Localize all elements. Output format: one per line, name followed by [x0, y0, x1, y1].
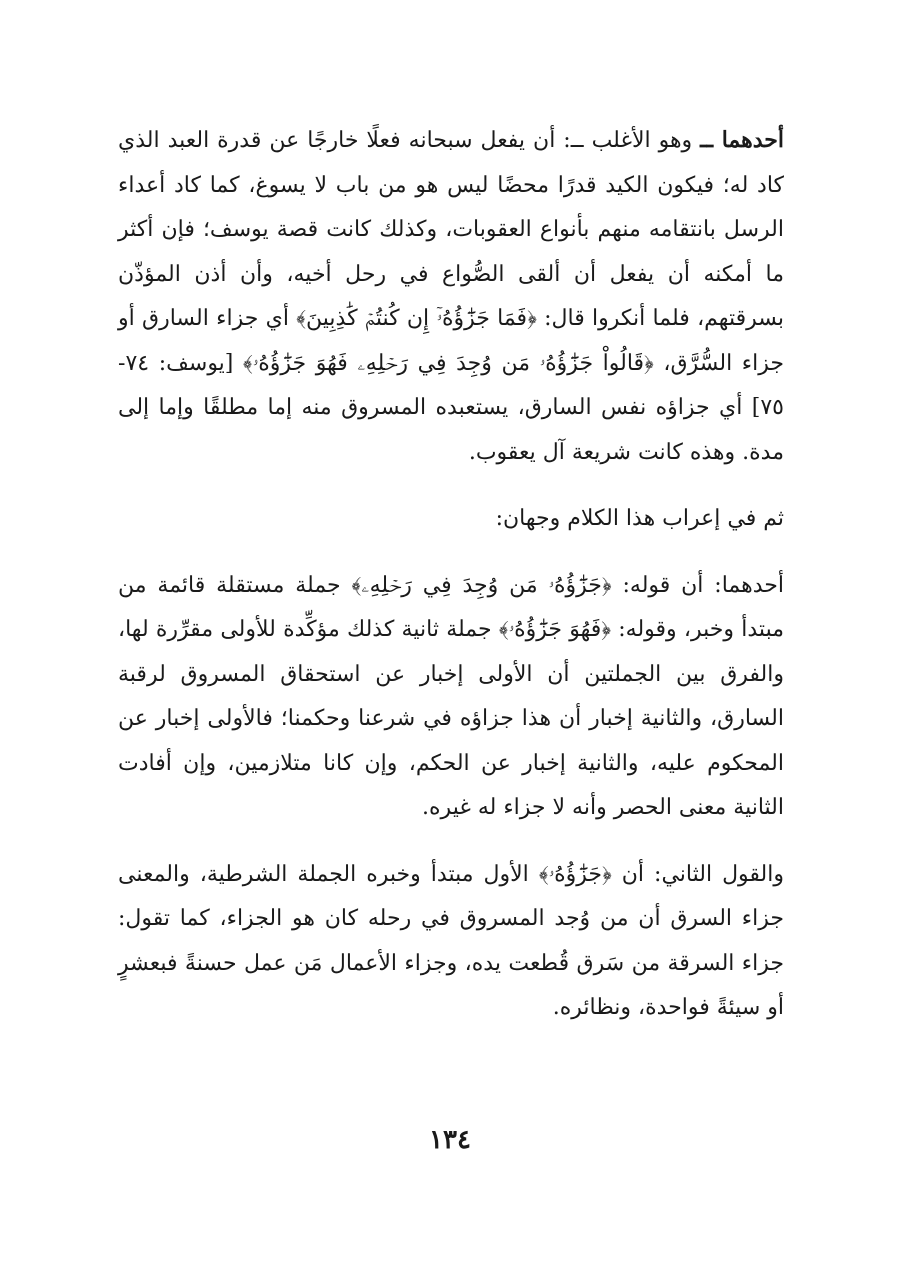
paragraph-1-text-2: أي جزاء السارق أو جزاء السُّرَّق،	[118, 306, 784, 376]
paragraph-1-lead: أحدهما ــ	[700, 127, 784, 153]
paragraph-1-text-3: [يوسف: ٧٤- ٧٥] أي جزاؤه نفس السارق، يستعبده المسروق منه إما مطلقًا وإما إلى مدة. وهذه كانت شريعة آل يعقوب.	[118, 350, 784, 465]
paragraph-3	[118, 564, 784, 831]
paragraph-4-text-2: الأول مبتدأ وخبره الجملة الشرطية، والمعنى جزاء السرق أن من وُجد المسروق في رحله كان هو الجزاء، كما تقول: جزاء السرقة من سَرق قُطعت يده، وجزاء الأعمال مَن عمل حسنةً فبعشرٍ أو سيئةً فواحدة، ونظائره.	[118, 861, 784, 1020]
paragraph-2	[118, 497, 784, 542]
paragraph-4	[118, 853, 784, 1031]
quran-verse: ﴿قَالُواْ جَزَٰٓؤُهُۥ مَن وُجِدَ فِي رَحۡلِهِۦ فَهُوَ جَزَٰٓؤُهُۥ﴾	[243, 350, 654, 376]
quran-verse: ﴿فَمَا جَزَٰٓؤُهُۥٓ إِن كُنتُمۡ كَٰذِبِينَ﴾	[296, 306, 537, 331]
paragraph-3-text-2: جملة مستقلة قائمة من مبتدأ وخبر، وقوله:	[118, 572, 784, 642]
page-number: ١٣٤	[429, 1125, 471, 1155]
quran-verse: ﴿فَهُوَ جَزَٰٓؤُهُۥ﴾	[498, 617, 611, 642]
paragraph-4-text: والقول الثاني: أن	[611, 861, 784, 887]
paragraph-1-text: وهو الأغلب ــ: أن يفعل سبحانه فعلًا خارجًا عن قدرة العبد الذي كاد له؛ فيكون الكيد قدرًا محضًا ليس هو من باب لا يسوغ، كما كاد أعداء الرسل بانتقامه منهم بأنواع العقوبات، وكذلك كانت قصة يوسف؛ فإن أكثر ما أمكنه أن يفعل أن ألقى الصُّواع في رحل أخيه، وأن أذن المؤذّن بسرقتهم، فلما أنكروا قال:	[118, 128, 784, 331]
paragraph-2-text: ثم في إعراب هذا الكلام وجهان:	[495, 506, 784, 531]
quran-verse: ﴿جَزَٰٓؤُهُۥ مَن وُجِدَ فِي رَحۡلِهِۦ﴾	[351, 572, 612, 598]
paragraph-3-text: أحدهما: أن قوله:	[611, 572, 784, 598]
quran-verse: ﴿جَزَٰٓؤُهُۥ﴾	[538, 861, 612, 887]
paragraph-3-text-3: جملة ثانية كذلك مؤكِّدة للأولى مقرِّرة لها، والفرق بين الجملتين أن الأولى إخبار عن استحقاق المسروق لرقبة السارق، والثانية إخبار أن هذا جزاؤه في شرعنا وحكمنا؛ فالأولى إخبار عن المحكوم عليه، والثانية إخبار عن الحكم، وإن كانا متلازمين، وإن أفادت الثانية معنى الحصر وأنه لا جزاء له غيره.	[118, 617, 784, 820]
page-body	[118, 118, 784, 1031]
paragraph-1	[118, 118, 784, 475]
